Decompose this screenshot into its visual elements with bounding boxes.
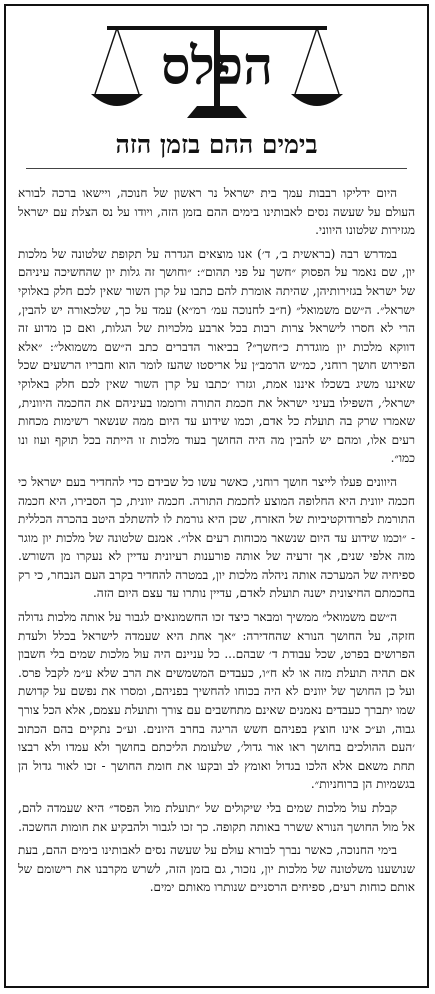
paragraph: במדרש רבה (בראשית ב׳, ד׳) אנו מוצאים הגדרה על תקופת שלטונה של מלכות יון, שם נאמר על הפסוק ״חשך על פני תהום״: ״וחושך זה גלות יון שהחשיכה עיניהם של ישראל בגזירותיהן, שהיתה אומרת להם כתבו על קרן השור שאין לכם חלק באלוקי ישראל״. ה״שם משמואל״ (ח״ב לחנוכה עמ׳ רמ״א) עמד על כך, שלכאורה יש להבין, הרי לא חסרו לישראל צרות רבות בכל ארבע מלכויות של הגלות, ואם כן מדוע זה דווקא מלכות יון מוגדרת כ״חשך״? בביאור הדברים כתב ה״שם משמואל״: ״אלא הפירוש חושך רוחני, כמ״ש הרמב״ן על אריסטו שהעז לומר הוא וחבריו הרשעים שכל שאיננו משיג בשכלו איננו אמת, וגזרו ׳כתבו על קרן השור שאין לכם חלק באלוקי ישראל׳, השפילו בעיני ישראל את חכמת התורה ורוממו בעיניהם את החכמה היוונית, שאמרו שרק בה תועלת כל אדם, וכמו שידוע עד היום ממה שנשאר רשימות מכחות רעים אלו, ומהם יש להבין מה היה החושך בעוד מלכות זו הייתה בכל תוקף ועוז ונו כמו״. xyxy=(18,246,415,466)
paragraph: בימי החנוכה, כאשר נברך לבורא עולם על שעשה נסים לאבותינו בימים ההם, בעת שנושענו משלטונה של מלכות יון, נזכור, גם בזמן הזה, לשרש מקרבנו את רישומם של אותם כוחות רעים, ספיחים הרסניים שנותרו מאותם ימים. xyxy=(18,843,415,895)
article-body xyxy=(18,184,415,976)
paragraph: היום ידליקו רבבות עמך בית ישראל נר ראשון של חנוכה, ויישאו ברכה לבורא העולם על שעשה נסים לאבותינו בימים ההם בזמן הזה, ויודו על נס הצלת עם ישראל מגזירות שלטונו היווני. xyxy=(18,186,415,238)
article-frame xyxy=(4,4,429,988)
divider xyxy=(26,168,407,169)
scales-logo xyxy=(87,14,347,126)
paragraph: ה״שם משמואל״ ממשיך ומבאר כיצד זכו החשמונאים לגבור על אותה מלכות גדולה חזקה, על החושך הנורא שהחדירה: ״אך אחת היא שעמדה לישראל בכלל ולעדת הפרושים בפרט, שכל עבודת ד׳ שבהם... כל עניינם היה עול מלכות שמים בלי חשבון אם תהיה תועלת מזה או לא ח״ו, כעבדים המשמשים את הרב שלא ע״מ לקבל פרס. ועל כן החושך של יוונים לא היה בכוחו להחשיך בפניהם, ומסרו את נפשם על קדושת שמו יתברך כעבדים נאמנים שאינם מתחשבים עם צורך ותועלת עצמם, אלא הכל צורך גבוה, וע״כ אינו חוצץ בפניהם חשש הריגה בחרב היונים. וע״כ נתקיים בהם הכתוב ׳העם ההולכים בחושך ראו אור גדול׳, שלעומת הליכתם בחושך ולא עמדו ולא רבצו תחת משאם אלא הלכו בגדול ואומץ לב ובקעו את חומת החושך - זכו לאור גדול הן בגשמיות הן ברוחניות״. xyxy=(18,610,415,792)
article-headline: בימים ההם בזמן הזה xyxy=(115,130,318,159)
paragraph: קבלת עול מלכות שמים בלי שיקולים של ״תועלת מול הפסד״ היא שעמדה להם, אל מול החושך הנורא ששרר באותה תקופה. כך זכו לגבור ולהבקיע את חומות החשכה. xyxy=(18,801,415,834)
paragraph: היוונים פעלו לייצר חושך רוחני, כאשר עשו כל שבידם כדי להחדיר בעם ישראל כי חכמה יוונית היא החלופה המוצע לחכמת התורה. חכמה יוונית, כך הסבירו, היא חכמה התורמת לפרודוקטיביות של האזרח, שכן היא גורמת לו להשתלב היטב בהכרה הכללית - ״וכמו שידוע עד היום שנשאר מכוחות רעים אלו״. אמנם שלטונה של מלכות יון מוגר מזה אלפי שנים, אך זרעיה של אותה פורענות רעיונית עדיין לא נעקרו מן השורש. ספיחיה של המערכה אותה ניהלה מלכות יון, במטרה להחדיר בקרב העם הנבחר, כי רק בחכמתם החיצונית ישנה תועלת לאדם, עדיין נותרו עד עצם היום הזה. xyxy=(18,474,415,601)
logo-text: הפלס xyxy=(160,36,273,97)
masthead-logo xyxy=(6,14,427,126)
